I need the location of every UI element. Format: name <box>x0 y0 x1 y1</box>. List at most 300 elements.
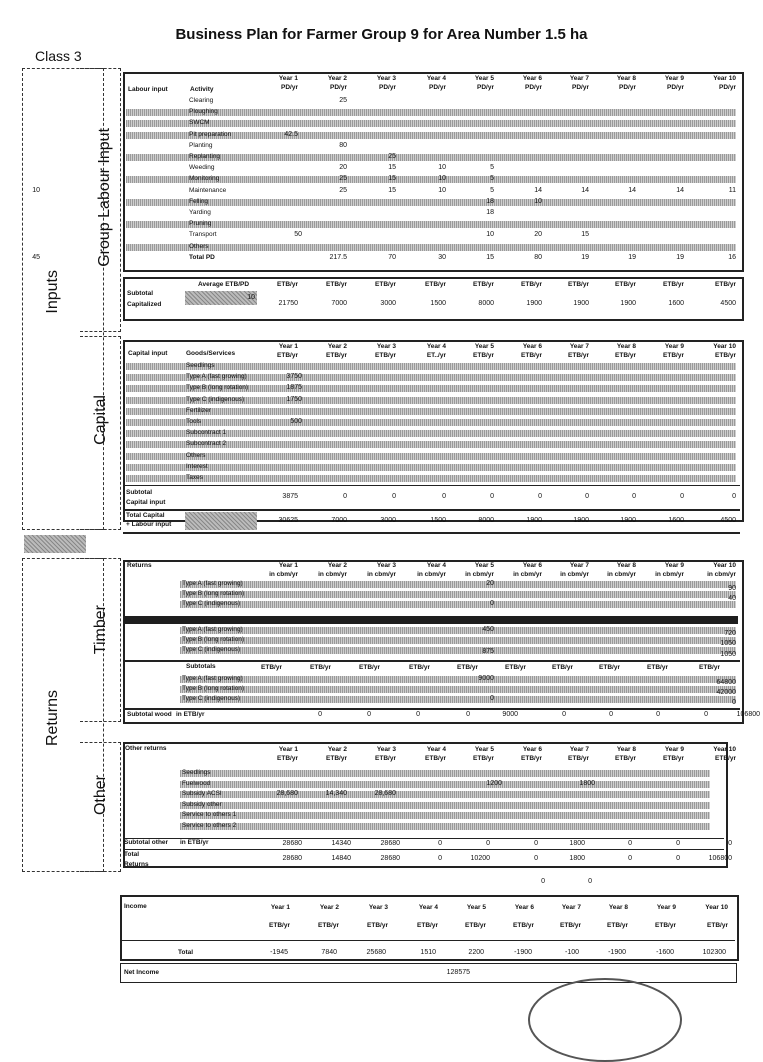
capital-subtotal-value: 0 <box>538 493 542 500</box>
year-header: Year 5 <box>474 562 494 569</box>
labour-col1: Labour input <box>128 86 168 93</box>
timber-subtotal-value: 0 <box>367 711 371 718</box>
capital-total-value: 30625 <box>278 517 298 524</box>
unit-header: PD/yr <box>330 84 347 91</box>
value-weeding: 5 <box>490 164 494 172</box>
year-header: Year 3 <box>376 746 396 753</box>
value-maintenance: 10 <box>438 186 446 194</box>
year-header: Year 4 <box>418 904 438 911</box>
year-header: Year 3 <box>376 562 396 569</box>
value-transport: 50 <box>294 231 302 239</box>
shaded-band <box>180 812 710 819</box>
capital-type-c: 1750 <box>286 395 302 403</box>
year-header: Year 7 <box>569 75 589 82</box>
unit-header: ETB/yr <box>326 281 347 288</box>
timber2-b-y10: 1050 <box>720 640 736 648</box>
unit-header: ETB/yr <box>568 281 589 288</box>
year-header: Year 3 <box>376 343 396 350</box>
timber-type-label: Type C (indigenous) <box>182 600 241 608</box>
labour-subtotal-value: 21750 <box>278 300 298 307</box>
unit-header: ETB/yr <box>615 281 636 288</box>
value-transport: 15 <box>581 231 589 239</box>
value-maintenance: 15 <box>388 186 396 194</box>
unit-header: PD/yr <box>619 84 636 91</box>
other-total-value: 1800 <box>569 855 585 862</box>
shaded-band <box>126 221 736 228</box>
unit-header: ETB/yr <box>310 664 331 671</box>
capital-subtotal-value: 0 <box>680 493 684 500</box>
year-header: Year 8 <box>608 904 628 911</box>
capital-row-label: Fertilizer <box>186 406 211 414</box>
unit-header: PD/yr <box>281 84 298 91</box>
unit-header: in cbm/yr <box>367 571 396 578</box>
group-labour-label: Group Labour Input <box>96 128 113 267</box>
divider <box>123 708 740 710</box>
other-subtotal-value: 0 <box>438 840 442 847</box>
other-total-value: 0 <box>676 855 680 862</box>
income-total-label: Total <box>178 949 194 956</box>
year-header: Year 10 <box>713 562 736 569</box>
activity-label: Weeding <box>189 164 215 172</box>
timber-type-label: Type B (long rotation) <box>182 685 245 693</box>
subtotals-label: Subtotals <box>186 663 216 670</box>
unit-header: in cbm/yr <box>513 571 542 578</box>
other-total-label: Total <box>124 851 140 858</box>
year-header: Year 10 <box>713 343 736 350</box>
unit-header: PD/yr <box>667 84 684 91</box>
activity-label: Transport <box>189 231 217 239</box>
labour-subtotal-value: 1900 <box>620 300 636 307</box>
shaded-band <box>126 475 736 482</box>
capital-total-value: 8000 <box>478 517 494 524</box>
capital-subtotal-value: 0 <box>442 493 446 500</box>
activity-label: Yarding <box>189 209 211 216</box>
unit-header: ETB/yr <box>473 352 494 359</box>
unit-header: ETB/yr <box>647 664 668 671</box>
year-header: Year 2 <box>327 75 347 82</box>
unit-header: ETB/yr <box>663 352 684 359</box>
capital-tools: 500 <box>290 418 302 425</box>
unit-header: in cbm/yr <box>707 571 736 578</box>
value-monitoring: 10 <box>438 175 446 183</box>
year-header: Year 2 <box>327 562 347 569</box>
timber-subtotal-value: 0 <box>562 711 566 718</box>
value-weeding: 15 <box>388 164 396 172</box>
capital-subtotal-value: 0 <box>343 493 347 500</box>
subsidy-value: 28,680 <box>276 790 298 798</box>
unit-header: ETB/yr <box>465 922 486 929</box>
timber3-a-y10: 64800 <box>716 679 736 686</box>
capital-subtotal-value: 0 <box>585 493 589 500</box>
timber-subtotal-value: 0 <box>609 711 613 718</box>
activity-label: SWCM <box>189 119 210 127</box>
unit-header: ETB/yr <box>505 664 526 671</box>
avg-label: Average ETB/PD <box>198 281 250 288</box>
year-header: Year 2 <box>319 904 339 911</box>
income-value: 7840 <box>321 949 337 956</box>
year-header: Year 9 <box>664 75 684 82</box>
other-subtotal-value: 0 <box>728 840 732 847</box>
year-header: Year 9 <box>664 562 684 569</box>
value-monitoring: 15 <box>388 175 396 183</box>
capital-total-label2: + Labour input <box>126 521 172 528</box>
official-stamp <box>528 978 682 1062</box>
unit-header: ETB/yr <box>277 281 298 288</box>
value-maintenance: 14 <box>676 186 684 194</box>
capital-row-label: Tools <box>186 418 202 425</box>
value-monitoring: 5 <box>490 175 494 183</box>
other-subtotal-value: 0 <box>534 840 538 847</box>
other-subtotal-value: 28680 <box>282 840 302 847</box>
unit-header: in cbm/yr <box>465 571 494 578</box>
unit-header: PD/yr <box>525 84 542 91</box>
value-replanting: 25 <box>388 153 396 160</box>
activity-label: Others <box>189 242 209 250</box>
labour-subtotal-value: 1900 <box>526 300 542 307</box>
capital-subtotal-value: 0 <box>732 493 736 500</box>
year-header: Year 5 <box>474 343 494 350</box>
other-subtotal-value: 14340 <box>331 840 351 847</box>
unit-header: in cbm/yr <box>417 571 446 578</box>
year-header: Year 5 <box>474 75 494 82</box>
income-value: 25680 <box>366 949 386 956</box>
timber-a-y5: 20 <box>486 580 494 587</box>
value-maintenance: 11 <box>728 186 736 194</box>
other-subtotal-label2: in ETB/yr <box>180 839 209 846</box>
other-subtotal-value: 0 <box>676 840 680 847</box>
income-value: 1510 <box>420 949 436 956</box>
income-value: 102300 <box>702 949 726 956</box>
value-transport: 20 <box>534 231 542 239</box>
timber-b-y10: 40 <box>728 595 736 603</box>
value-total: 217.5 <box>329 253 347 261</box>
income-value: -100 <box>564 949 579 956</box>
labour-col2: Activity <box>190 86 214 93</box>
value-total: 30 <box>438 253 446 261</box>
year-header: Year 10 <box>713 75 736 82</box>
unit-header: ETB/yr <box>375 281 396 288</box>
unit-header: ETB/yr <box>425 755 446 762</box>
year-header: Year 6 <box>514 904 534 911</box>
year-header: Year 7 <box>569 343 589 350</box>
timber3-c-y10: 0 <box>732 699 736 707</box>
labour-subtotal-value: 1600 <box>668 300 684 307</box>
unit-header: ETB/yr <box>560 922 581 929</box>
year-header: Year 4 <box>426 746 446 753</box>
unit-header: ETB/yr <box>568 352 589 359</box>
unit-header: ETB/yr <box>367 922 388 929</box>
capital-total-value: 4500 <box>720 517 736 524</box>
subtotal-label: Subtotal <box>127 290 153 297</box>
year-header: Year 1 <box>278 562 298 569</box>
activity-label: Total PD <box>189 253 215 261</box>
other-subtotal-value: 1800 <box>569 840 585 847</box>
capital-total-label: Total Capital <box>126 512 165 519</box>
capital-total-value: 1900 <box>573 517 589 524</box>
labour-table <box>123 72 744 272</box>
capital-row-label: Interest <box>186 462 208 470</box>
unit-header: PD/yr <box>379 84 396 91</box>
capital-row-label: Others <box>186 451 206 459</box>
year-header: Year 6 <box>522 75 542 82</box>
unit-header: ETB/yr <box>269 922 290 929</box>
subsidy-value: 28,680 <box>374 790 396 798</box>
timber-a-y10: 90 <box>728 585 736 592</box>
capital-type-b: 1875 <box>286 384 302 392</box>
avg-value: 10 <box>247 294 255 301</box>
timber-subtotal-value: 0 <box>466 711 470 718</box>
other-subtotal-value: 0 <box>628 840 632 847</box>
timber-label: Timber <box>92 605 109 655</box>
activity-label: Pruning <box>189 220 212 228</box>
year-header: Year 8 <box>616 562 636 569</box>
capital-row-label: Subcontract 2 <box>186 440 227 448</box>
unit-header: ETB/yr <box>375 755 396 762</box>
capital-row-label: Seedlings <box>186 362 215 369</box>
income-value: -1900 <box>608 949 626 956</box>
timber-type-label: Type A (fast growing) <box>182 580 243 587</box>
timber-type-label: Type A (fast growing) <box>182 626 243 633</box>
capital-row-label: Taxes <box>186 474 203 481</box>
capital-type-a: 3750 <box>286 373 302 381</box>
year-header: Year 5 <box>466 904 486 911</box>
year-header: Year 6 <box>522 746 542 753</box>
shaded-band <box>126 464 736 471</box>
unit-header: ETB/yr <box>521 755 542 762</box>
shaded-band <box>180 823 710 830</box>
unit-header: in cbm/yr <box>269 571 298 578</box>
value-maintenance: 14 <box>534 186 542 194</box>
other-total-value: 106800 <box>708 855 732 862</box>
class-label: Class 3 <box>35 48 82 64</box>
other-subtotal-value: 0 <box>486 840 490 847</box>
shaded-band <box>180 770 710 777</box>
unit-header: in cbm/yr <box>607 571 636 578</box>
unit-header: ETB/yr <box>615 352 636 359</box>
below-value: 0 <box>541 878 545 885</box>
year-header: Year 1 <box>278 746 298 753</box>
capital-total-value: 7000 <box>331 517 347 524</box>
shaded-band <box>126 199 736 206</box>
labour-subtotal-value: 1500 <box>430 300 446 307</box>
other-row-label: Fuelwood <box>182 779 211 787</box>
unit-header: ETB/yr <box>326 755 347 762</box>
value-yarding: 18 <box>486 209 494 216</box>
capital-subtotal-value: 0 <box>392 493 396 500</box>
year-header: Year 4 <box>426 343 446 350</box>
unit-header: ETB/yr <box>663 281 684 288</box>
unit-header: ETB/yr <box>521 352 542 359</box>
other-row-label: Subsidy other <box>182 800 222 808</box>
value-maintenance: 10 <box>32 186 40 194</box>
value-transport: 10 <box>486 231 494 239</box>
income-value: -1900 <box>514 949 532 956</box>
year-header: Year 9 <box>664 746 684 753</box>
value-maintenance: 14 <box>581 186 589 194</box>
capital-subtotal-label: Subtotal <box>126 489 152 496</box>
year-header: Year 4 <box>426 75 446 82</box>
unit-header: in cbm/yr <box>560 571 589 578</box>
shaded-band <box>180 781 710 788</box>
labour-subtotal-value: 1900 <box>573 300 589 307</box>
timber-subtotal-value: 0 <box>704 711 708 718</box>
unit-header: ETB/yr <box>359 664 380 671</box>
year-header: Year 7 <box>569 562 589 569</box>
unit-header: ETB/yr <box>261 664 282 671</box>
capital-row-label: Type A (fast growing) <box>186 373 247 381</box>
unit-header: ETB/yr <box>425 281 446 288</box>
unit-header: ETB/yr <box>417 922 438 929</box>
year-header: Year 1 <box>270 904 290 911</box>
unit-header: ETB/yr <box>715 755 736 762</box>
value-total: 70 <box>388 253 396 261</box>
year-header: Year 6 <box>522 562 542 569</box>
year-header: Year 1 <box>278 343 298 350</box>
shaded-band <box>180 637 736 644</box>
capital-subtotal-value: 0 <box>490 493 494 500</box>
value-total: 45 <box>32 253 40 261</box>
timber2-c-y5: 875 <box>482 648 494 656</box>
income-value: 2200 <box>468 949 484 956</box>
page-title: Business Plan for Farmer Group 9 for Area Number 1.5 ha <box>175 26 588 43</box>
other-subtotal-label: Subtotal other <box>124 839 169 846</box>
fuelwood-y5: 1200 <box>486 779 502 787</box>
other-total-value: 28680 <box>380 855 400 862</box>
separator-box <box>24 535 86 553</box>
other-total-value: 10200 <box>470 855 490 862</box>
activity-label: Maintenance <box>189 186 227 194</box>
other-label: Other <box>92 775 109 816</box>
capitalized-label: Capitalized <box>127 301 162 308</box>
other-total-value: 0 <box>438 855 442 862</box>
timber-type-label: Type B (long rotation) <box>182 590 245 598</box>
other-col1: Other returns <box>125 745 167 752</box>
unit-header: ETB/yr <box>715 281 736 288</box>
unit-header: ETB/yr <box>277 352 298 359</box>
unit-header: ETB/yr <box>326 352 347 359</box>
dark-band <box>124 616 738 624</box>
timber-subtotal-label2: in ETB/yr <box>176 711 205 718</box>
net-income-value: 128575 <box>446 969 470 976</box>
shaded-band <box>126 453 736 460</box>
unit-header: ETB/yr <box>707 922 728 929</box>
timber-subtotal-value: 0 <box>416 711 420 718</box>
value-total: 19 <box>628 253 636 261</box>
value-maintenance: 25 <box>339 186 347 194</box>
unit-header: ETB/yr <box>568 755 589 762</box>
value-clearing: 25 <box>339 97 347 104</box>
timber-type-label: Type B (long rotation) <box>182 636 245 644</box>
capital-subtotal-value: 3875 <box>282 493 298 500</box>
income-value: -1945 <box>270 949 288 956</box>
shaded-band <box>126 419 736 426</box>
timber-subtotal-value: 0 <box>656 711 660 718</box>
year-header: Year 10 <box>705 904 728 911</box>
value-weeding: 20 <box>339 164 347 172</box>
value-total: 16 <box>728 253 736 261</box>
labour-subtotal-value: 8000 <box>478 300 494 307</box>
activity-label: Felling <box>189 197 209 205</box>
activity-label: Ploughing <box>189 108 218 116</box>
shaded-band <box>180 591 736 598</box>
year-header: Year 5 <box>474 746 494 753</box>
shaded-band <box>126 120 736 127</box>
other-row-label: Seedlings <box>182 769 211 776</box>
timber3-c-y5: 0 <box>490 695 494 703</box>
other-total-value: 0 <box>534 855 538 862</box>
income-label: Income <box>124 903 147 910</box>
unit-header: ETB/yr <box>473 281 494 288</box>
capital-row-label: Type B (long rotation) <box>186 384 249 392</box>
timber-type-label: Type C (indigenous) <box>182 646 241 654</box>
divider <box>123 660 740 662</box>
activity-label: Pit preparation <box>189 130 232 138</box>
timber2-c-y10: 1050 <box>720 651 736 659</box>
value-total: 15 <box>486 253 494 261</box>
other-total-label2: Returns <box>124 861 149 868</box>
returns-label: Returns <box>44 690 61 747</box>
other-total-value: 28680 <box>282 855 302 862</box>
timber3-b-y10: 42000 <box>716 689 736 697</box>
activity-label: Monitoring <box>189 175 220 183</box>
value-total: 19 <box>581 253 589 261</box>
other-row-label: Service to others 2 <box>182 822 237 829</box>
capital-total-value: 1900 <box>620 517 636 524</box>
shaded-band <box>126 244 736 251</box>
capital-total-value: 1600 <box>668 517 684 524</box>
capital-total-value: 1900 <box>526 517 542 524</box>
labour-subtotal-value: 7000 <box>331 300 347 307</box>
other-row-label: Subsidy ACSI <box>182 790 222 798</box>
year-header: Year 7 <box>569 746 589 753</box>
year-header: Year 8 <box>616 343 636 350</box>
year-header: Year 1 <box>278 75 298 82</box>
value-total: 80 <box>534 253 542 261</box>
year-header: Year 2 <box>327 343 347 350</box>
year-header: Year 6 <box>522 343 542 350</box>
unit-header: ETB/yr <box>599 664 620 671</box>
value-felling: 18 <box>486 197 494 205</box>
unit-header: ETB/yr <box>513 922 534 929</box>
shaded-band <box>126 408 736 415</box>
fuelwood-y7: 1800 <box>579 779 595 787</box>
value-total: 19 <box>676 253 684 261</box>
capital-col2: Goods/Services <box>186 350 236 357</box>
unit-header: ETB/yr <box>699 664 720 671</box>
capital-label: Capital <box>92 395 109 445</box>
unit-header: ETB/yr <box>318 922 339 929</box>
unit-header: ETB/yr <box>615 755 636 762</box>
net-income-label: Net Income <box>124 969 160 976</box>
timber-subtotal-value: 0 <box>318 711 322 718</box>
unit-header: in cbm/yr <box>318 571 347 578</box>
activity-label: Clearing <box>189 97 214 104</box>
timber2-a-y5: 450 <box>482 626 494 633</box>
timber-c-y5: 0 <box>490 600 494 608</box>
shaded-band <box>180 802 710 809</box>
value-pit: 42.5 <box>284 130 298 138</box>
timber-subtotal-label: Subtotal wood <box>127 711 172 718</box>
year-header: Year 7 <box>561 904 581 911</box>
unit-header: ETB/yr <box>552 664 573 671</box>
year-header: Year 2 <box>327 746 347 753</box>
value-planting: 80 <box>339 141 347 149</box>
timber-type-label: Type A (fast growing) <box>182 675 243 682</box>
timber-type-label: Type C (indigenous) <box>182 695 241 703</box>
unit-header: ETB/yr <box>607 922 628 929</box>
below-value: 0 <box>588 878 592 885</box>
timber3-a-y5: 9000 <box>478 675 494 682</box>
